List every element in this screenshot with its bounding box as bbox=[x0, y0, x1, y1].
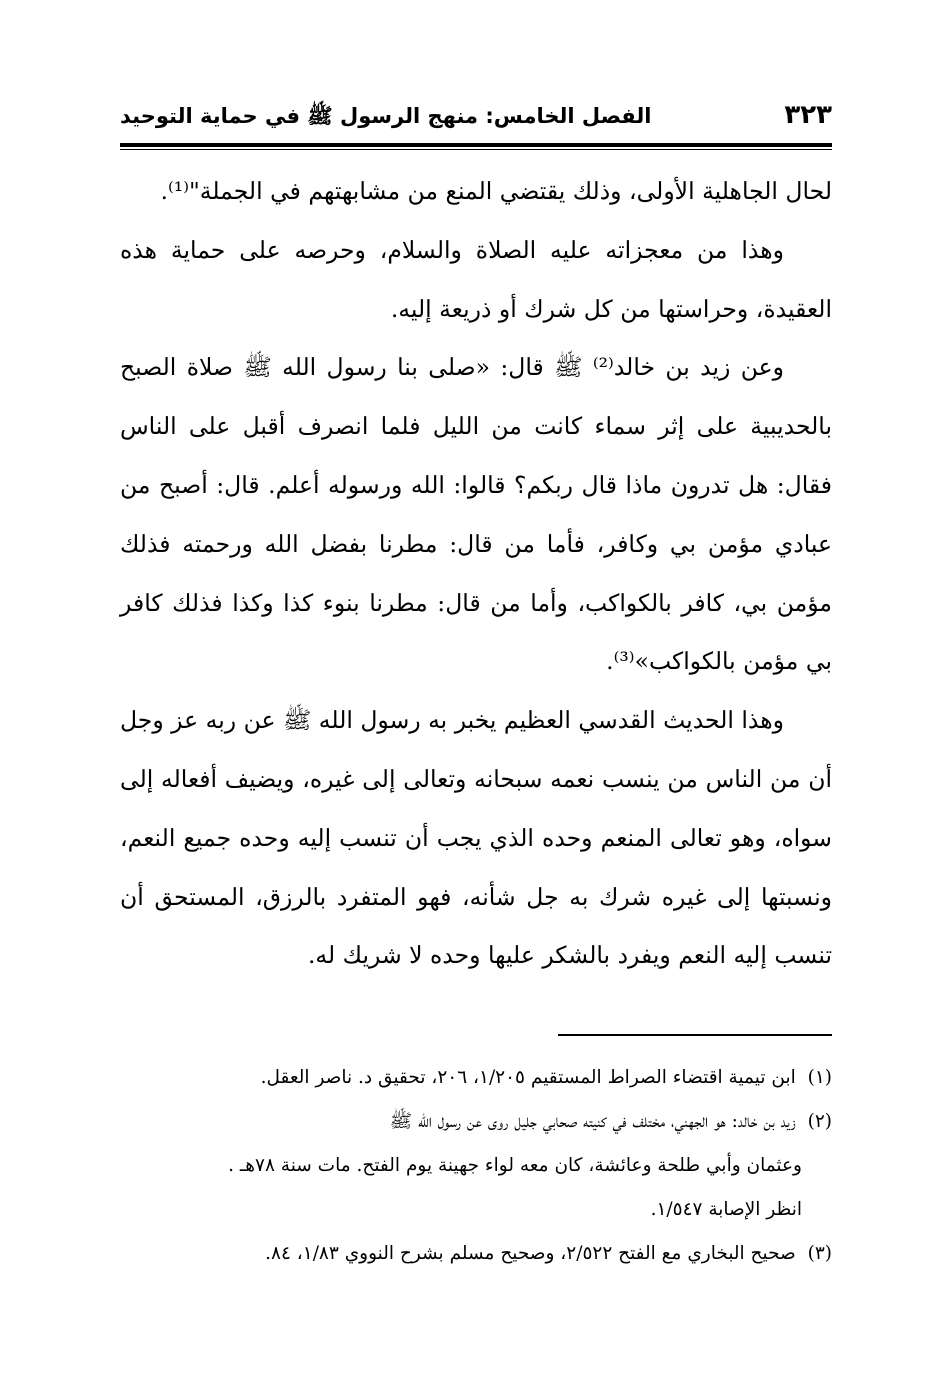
page-header bbox=[120, 98, 832, 138]
paragraph-2: وهذا من معجزاته عليه الصلاة والسلام، وحرصه على حماية هذه العقيدة، وحراستها من كل شرك أو ذريعة إليه. bbox=[120, 235, 832, 323]
footnote-3 bbox=[120, 1232, 832, 1276]
page-number: ٣٢٣ bbox=[784, 100, 832, 130]
main-text bbox=[120, 162, 832, 985]
footnote-number: (١) bbox=[807, 1067, 832, 1088]
footnote-text: زيد بن خالد: هو الجهني، مختلف في كنيته صحابي جليل روى عن رسول الله ﷺ bbox=[389, 1111, 796, 1132]
footnotes bbox=[120, 1056, 832, 1276]
footnote-2-line-2: وعثمان وأبي طلحة وعائشة، كان معه لواء جهينة يوم الفتح. مات سنة ٧٨هـ . bbox=[228, 1155, 802, 1176]
header-rule-thin bbox=[120, 149, 832, 150]
paragraph-1: لحال الجاهلية الأولى، وذلك يقتضي المنع من مشابهتهم في الجملة"⁽¹⁾. bbox=[160, 177, 832, 205]
running-title: الفصل الخامس: منهج الرسول ﷺ في حماية التوحيد bbox=[120, 104, 652, 128]
footnote-number: (٣) bbox=[807, 1243, 832, 1264]
footnote-1 bbox=[120, 1056, 832, 1100]
paragraph-3: وعن زيد بن خالد⁽²⁾ ﷺ قال: «صلى بنا رسول الله ﷺ صلاة الصبح بالحديبية على إثر سماء كانت من الليل فلما انصرف أقبل على الناس فقال: هل تدرون ماذا قال ربكم؟ قالوا: الله ورسوله أعلم. قال: أصبح من عبادي مؤمن بي وكافر، فأما من قال: مطرنا بفضل الله ورحمته فذلك مؤمن بي، كافر بالكواكب، وأما من قال: مطرنا بنوء كذا وكذا فذلك كافر بي مؤمن بالكواكب»⁽³⁾. bbox=[120, 353, 832, 676]
header-rule-thick bbox=[120, 143, 832, 147]
footnote-2-line-3: انظر الإصابة ١/٥٤٧. bbox=[650, 1199, 802, 1220]
footnote-text: ابن تيمية اقتضاء الصراط المستقيم ١/٢٠٥، ٢٠٦، تحقيق د. ناصر العقل. bbox=[260, 1067, 796, 1088]
paragraph-4: وهذا الحديث القدسي العظيم يخبر به رسول الله ﷺ عن ربه عز وجل أن من الناس من ينسب نعمه سبحانه وتعالى إلى غيره، ويضيف أفعاله إلى سواه، وهو تعالى المنعم وحده الذي يجب أن تنسب إليه وحده جميع النعم، ونسبتها إلى غيره شرك به جل شأنه، فهو المتفرد بالرزق، المستحق أن تنسب إليه النعم ويفرد بالشكر عليها وحده لا شريك له. bbox=[120, 706, 832, 970]
footnote-2 bbox=[120, 1100, 832, 1144]
footnote-number: (٢) bbox=[807, 1111, 832, 1132]
footnote-separator bbox=[558, 1034, 832, 1036]
footnote-text: صحيح البخاري مع الفتح ٢/٥٢٢، وصحيح مسلم بشرح النووي ١/٨٣، ٨٤. bbox=[265, 1243, 796, 1264]
